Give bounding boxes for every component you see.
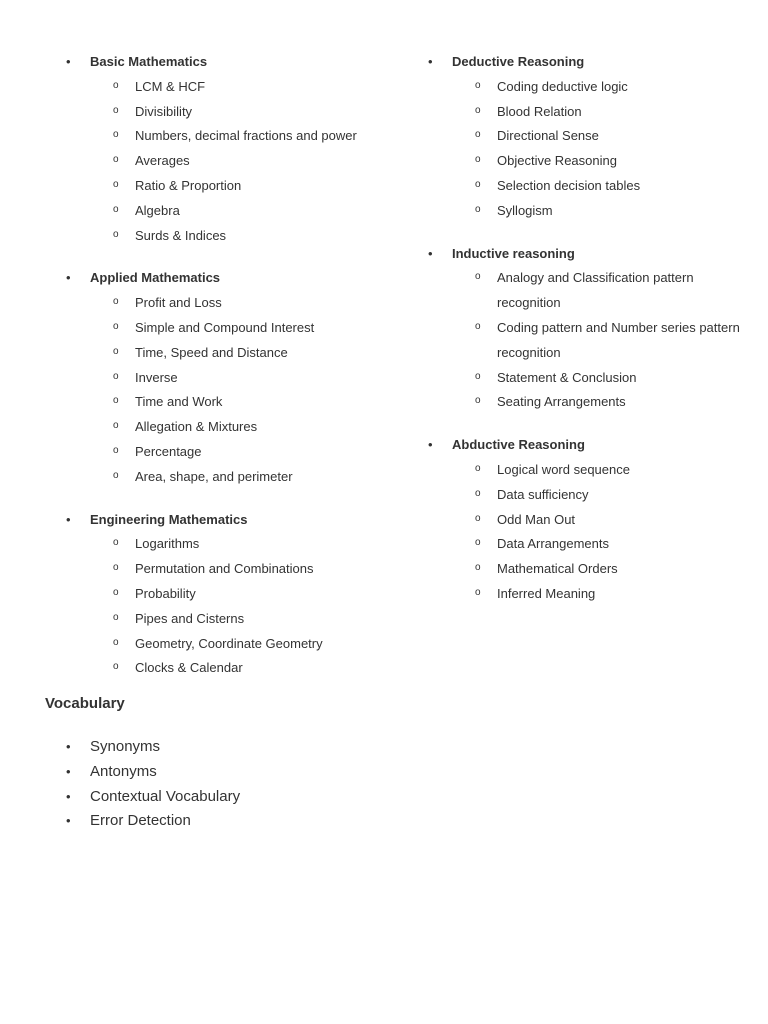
section-heading: • Engineering Mathematics bbox=[45, 508, 385, 533]
list-item: o Analogy and Classification pattern recognition bbox=[407, 266, 747, 316]
list-item: • Contextual Vocabulary bbox=[45, 785, 385, 810]
right-column bbox=[407, 50, 747, 607]
section-heading: • Applied Mathematics bbox=[45, 266, 385, 291]
section-deductive-reasoning bbox=[407, 50, 747, 224]
list-item: o Allegation & Mixtures bbox=[45, 415, 385, 440]
list-item: o Geometry, Coordinate Geometry bbox=[45, 632, 385, 657]
topic-list bbox=[407, 266, 747, 415]
list-item: o Algebra bbox=[45, 199, 385, 224]
section-heading: • Basic Mathematics bbox=[45, 50, 385, 75]
list-item: o Permutation and Combinations bbox=[45, 557, 385, 582]
list-item: o Profit and Loss bbox=[45, 291, 385, 316]
list-item: o Pipes and Cisterns bbox=[45, 607, 385, 632]
topic-list bbox=[45, 532, 385, 681]
list-item: o Inverse bbox=[45, 366, 385, 391]
list-item: o Divisibility bbox=[45, 100, 385, 125]
topic-list bbox=[407, 75, 747, 224]
vocabulary-list bbox=[45, 735, 385, 834]
list-item: • Antonyms bbox=[45, 760, 385, 785]
list-item: o Inferred Meaning bbox=[407, 582, 747, 607]
left-column bbox=[45, 50, 385, 681]
list-item: o Coding deductive logic bbox=[407, 75, 747, 100]
list-item: o Averages bbox=[45, 149, 385, 174]
list-item: o Time, Speed and Distance bbox=[45, 341, 385, 366]
list-item: o Directional Sense bbox=[407, 124, 747, 149]
section-heading: • Abductive Reasoning bbox=[407, 433, 747, 458]
list-item: o Simple and Compound Interest bbox=[45, 316, 385, 341]
list-item: o Ratio & Proportion bbox=[45, 174, 385, 199]
list-item: o Clocks & Calendar bbox=[45, 656, 385, 681]
list-item: o Data sufficiency bbox=[407, 483, 747, 508]
section-inductive-reasoning bbox=[407, 242, 747, 416]
list-item: • Synonyms bbox=[45, 735, 385, 760]
list-item: o Statement & Conclusion bbox=[407, 366, 747, 391]
list-item: o Data Arrangements bbox=[407, 532, 747, 557]
section-heading: • Inductive reasoning bbox=[407, 242, 747, 267]
topic-list bbox=[407, 458, 747, 607]
topic-list bbox=[45, 75, 385, 249]
list-item: o Time and Work bbox=[45, 390, 385, 415]
list-item: o Odd Man Out bbox=[407, 508, 747, 533]
vocabulary-heading: Vocabulary bbox=[45, 695, 125, 712]
list-item: o Logical word sequence bbox=[407, 458, 747, 483]
list-item: • Error Detection bbox=[45, 809, 385, 834]
list-item: o Numbers, decimal fractions and power bbox=[45, 124, 385, 149]
section-engineering-mathematics bbox=[45, 508, 385, 682]
list-item: o Percentage bbox=[45, 440, 385, 465]
list-item: o Syllogism bbox=[407, 199, 747, 224]
list-item: o Coding pattern and Number series pattern recognition bbox=[407, 316, 747, 366]
topic-list bbox=[45, 291, 385, 489]
list-item: o Area, shape, and perimeter bbox=[45, 465, 385, 490]
list-item: o Seating Arrangements bbox=[407, 390, 747, 415]
section-abductive-reasoning bbox=[407, 433, 747, 607]
section-applied-mathematics bbox=[45, 266, 385, 489]
list-item: o Mathematical Orders bbox=[407, 557, 747, 582]
list-item: o Logarithms bbox=[45, 532, 385, 557]
section-basic-mathematics bbox=[45, 50, 385, 248]
list-item: o Probability bbox=[45, 582, 385, 607]
list-item: o Objective Reasoning bbox=[407, 149, 747, 174]
list-item: o Selection decision tables bbox=[407, 174, 747, 199]
section-heading: • Deductive Reasoning bbox=[407, 50, 747, 75]
list-item: o Surds & Indices bbox=[45, 224, 385, 249]
list-item: o Blood Relation bbox=[407, 100, 747, 125]
list-item: o LCM & HCF bbox=[45, 75, 385, 100]
